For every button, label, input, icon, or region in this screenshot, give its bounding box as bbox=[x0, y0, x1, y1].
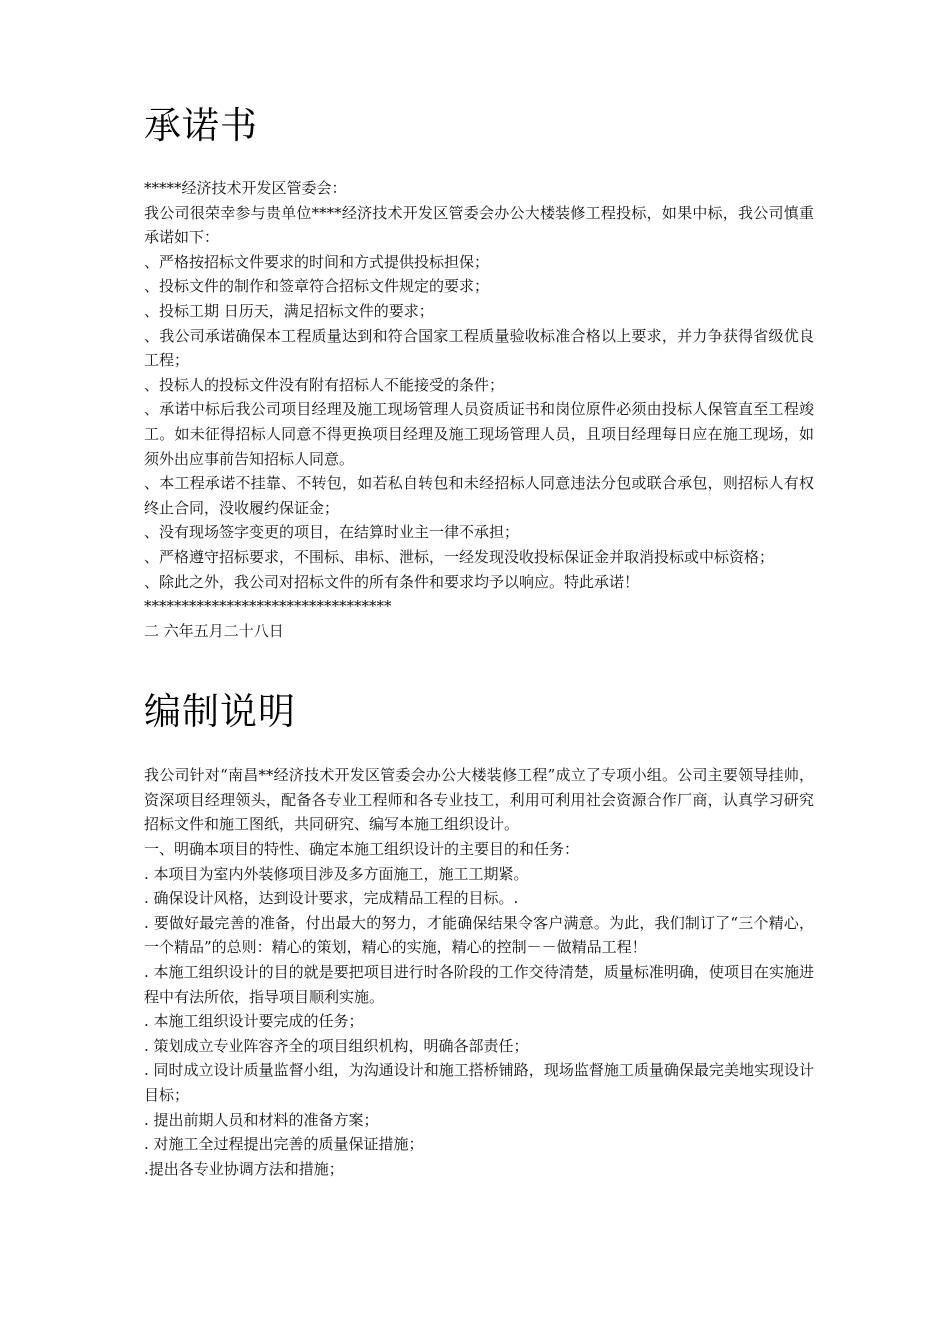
commitment-item: 、本工程承诺不挂靠、不转包，如若私自转包和未经招标人同意违法分包或联合承包，则招标人有权终止合同，没收履约保证金； bbox=[144, 474, 814, 517]
commitment-item: 、投标文件的制作和签章符合招标文件规定的要求； bbox=[144, 277, 490, 296]
commitment-item: 、投标人的投标文件没有附有招标人不能接受的条件； bbox=[144, 375, 505, 394]
notes-item: . 本项目为室内外装修项目涉及多方面施工，施工工期紧。 bbox=[144, 864, 529, 883]
commitment-body bbox=[144, 176, 814, 643]
notes-item: . 要做好最完善的准备，付出最大的努力，才能确保结果令客户满意。为此，我们制订了“三个精心，一个精品”的总则：精心的策划，精心的实施，精心的控制－－做精品工程！ bbox=[144, 913, 814, 957]
commitment-item: 、严格遵守招标要求，不围标、串标、泄标，一经发现没收投标保证金并取消投标或中标资格； bbox=[144, 547, 775, 566]
preparation-notes-body bbox=[144, 763, 814, 1181]
notes-item: . 确保设计风格，达到设计要求，完成精品工程的目标。. bbox=[144, 889, 519, 908]
commitment-intro: 我公司很荣幸参与贵单位****经济技术开发区管委会办公大楼装修工程投标，如果中标，我公司慎重承诺如下： bbox=[144, 203, 814, 247]
document-body bbox=[144, 100, 814, 1181]
commitment-date: 二 六年五月二十八日 bbox=[144, 621, 284, 640]
notes-item: . 对施工全过程提出完善的质量保证措施； bbox=[144, 1135, 424, 1154]
commitment-item: 、承诺中标后我公司项目经理及施工现场管理人员资质证书和岗位原件必须由投标人保管直至工程竣工。如未征得招标人同意不得更换项目经理及施工现场管理人员，且项目经理每日应在施工现场，如须外出应事前告知招标人同意。 bbox=[144, 400, 814, 468]
commitment-addressee: *****经济技术开发区管委会： bbox=[144, 179, 347, 197]
signature-placeholder: ********************************* bbox=[144, 597, 392, 616]
commitment-item: 、投标工期 日历天，满足招标文件的要求； bbox=[144, 301, 434, 320]
notes-item: . 策划成立专业阵容齐全的项目组织机构，明确各部责任； bbox=[144, 1036, 529, 1055]
commitment-item: 、我公司承诺确保本工程质量达到和符合国家工程质量验收标准合格以上要求，并力争获得省级优良工程； bbox=[144, 326, 814, 370]
notes-item: . 同时成立设计质量监督小组，为沟通设计和施工搭桥铺路，现场监督施工质量确保最完美地实现设计目标； bbox=[144, 1061, 814, 1104]
section-title-commitment: 承诺书 bbox=[144, 104, 258, 147]
commitment-item: 、除此之外，我公司对招标文件的所有条件和要求均予以响应。特此承诺！ bbox=[144, 572, 640, 591]
notes-item: . 提出前期人员和材料的准备方案； bbox=[144, 1110, 379, 1129]
notes-item: . 本施工组织设计的目的就是要把项目进行时各阶段的工作交待清楚，质量标准明确，使项目在实施进程中有法所依，指导项目顺利实施。 bbox=[144, 963, 814, 1006]
commitment-item: 、严格按招标文件要求的时间和方式提供投标担保； bbox=[144, 252, 490, 271]
notes-heading: 一、明确本项目的特性、确定本施工组织设计的主要目的和任务： bbox=[144, 840, 580, 859]
notes-paragraph: 我公司针对“南昌**经济技术开发区管委会办公大楼装修工程”成立了专项小组。公司主要领导挂帅，资深项目经理领头，配备各专业工程师和各专业技工，利用可利用社会资源合作厂商，认真学习研究招标文件和施工图纸，共同研究、编写本施工组织设计。 bbox=[144, 766, 814, 834]
notes-item: . 本施工组织设计要完成的任务； bbox=[144, 1012, 364, 1031]
commitment-item: 、没有现场签字变更的项目，在结算时业主一律不承担； bbox=[144, 523, 520, 542]
notes-item: .提出各专业协调方法和措施； bbox=[144, 1159, 344, 1178]
section-title-preparation-notes: 编制说明 bbox=[144, 690, 296, 734]
